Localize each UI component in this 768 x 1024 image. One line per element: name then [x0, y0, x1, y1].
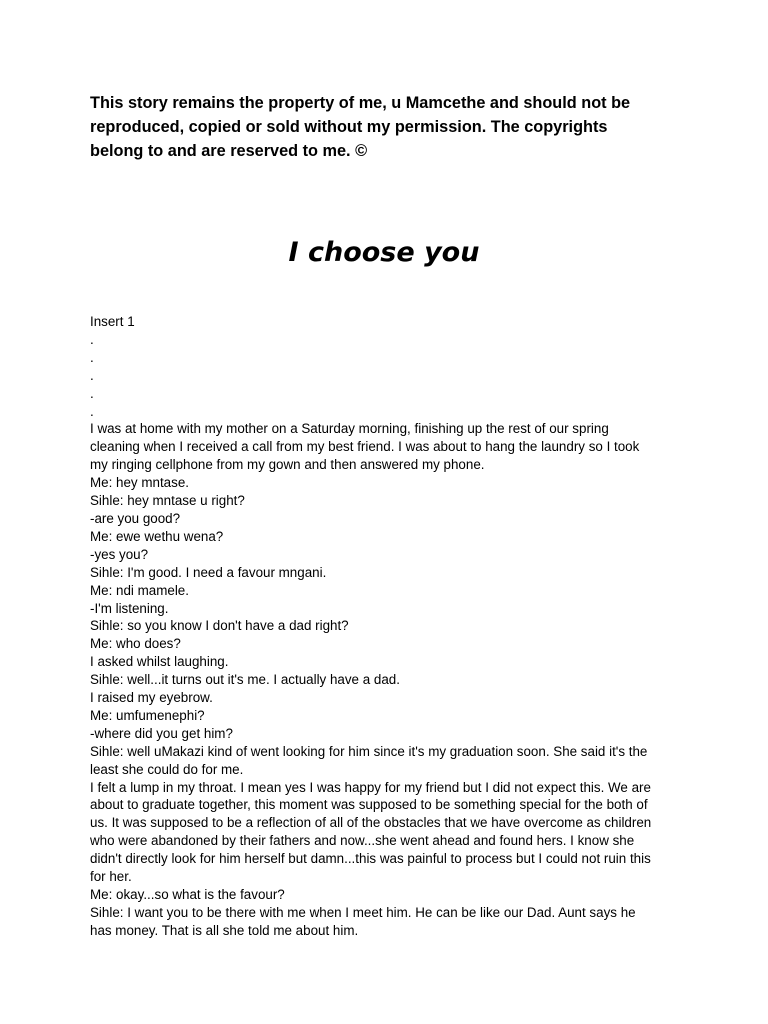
copyright-notice — [90, 91, 690, 163]
dot-line: . — [90, 367, 94, 383]
story-line: I was at home with my mother on a Saturday morning, finishing up the rest of our spring — [90, 421, 609, 437]
story-line: Sihle: hey mntase u right? — [90, 493, 245, 509]
story-line: Me: who does? — [90, 636, 181, 652]
story-line: I felt a lump in my throat. I mean yes I was happy for my friend but I did not expect this. We are — [90, 779, 651, 795]
story-body — [90, 313, 680, 940]
dot-line: . — [90, 403, 94, 419]
copyright-line: reproduced, copied or sold without my permission. The copyrights — [90, 118, 608, 136]
story-line: Me: ewe wethu wena? — [90, 528, 224, 544]
insert-label: Insert 1 — [90, 314, 135, 329]
story-line: Sihle: I want you to be there with me when I meet him. He can be like our Dad. Aunt says he — [90, 904, 636, 920]
story-line: Me: hey mntase. — [90, 475, 189, 491]
story-title: I choose you — [288, 237, 480, 268]
story-line: who were abandoned by their fathers and now...she went ahead and found hers. I know she — [90, 833, 635, 849]
story-line: Sihle: well...it turns out it's me. I actually have a dad. — [90, 672, 400, 688]
story-line: I raised my eyebrow. — [90, 690, 213, 706]
story-line: Me: umfumenephi? — [90, 707, 205, 723]
story-line: Me: ndi mamele. — [90, 582, 189, 598]
story-line: has money. That is all she told me about him. — [90, 922, 359, 938]
story-text — [90, 420, 680, 939]
story-line: -are you good? — [90, 510, 181, 526]
story-line: cleaning when I received a call from my best friend. I was about to hang the laundry so I took — [90, 439, 640, 455]
story-line: -where did you get him? — [90, 725, 233, 741]
copyright-line: belong to and are reserved to me. © — [90, 142, 368, 160]
story-line: -I'm listening. — [90, 600, 169, 616]
dot-line: . — [90, 331, 94, 347]
story-line: for her. — [90, 869, 132, 885]
story-line: Sihle: I'm good. I need a favour mngani. — [90, 564, 327, 580]
copyright-line: This story remains the property of me, u Mamcethe and should not be — [90, 94, 631, 112]
story-line: I asked whilst laughing. — [90, 654, 229, 670]
story-line: least she could do for me. — [90, 761, 244, 777]
dot-line: . — [90, 349, 94, 365]
story-line: Sihle: so you know I don't have a dad right? — [90, 618, 349, 634]
story-line: us. It was supposed to be a reflection of all of the obstacles that we have overcome as children — [90, 815, 652, 831]
story-line: didn't directly look for him herself but damn...this was painful to process but I could not ruin this — [90, 851, 651, 867]
story-line: Me: okay...so what is the favour? — [90, 887, 285, 902]
story-line: -yes you? — [90, 546, 149, 562]
story-line: about to graduate together, this moment was supposed to be something special for the both of — [90, 797, 648, 813]
story-line: Sihle: well uMakazi kind of went looking for him since it's my graduation soon. She said it's the — [90, 743, 648, 759]
story-line: my ringing cellphone from my gown and then answered my phone. — [90, 457, 485, 473]
dot-separator — [90, 331, 680, 421]
dot-line: . — [90, 385, 94, 401]
